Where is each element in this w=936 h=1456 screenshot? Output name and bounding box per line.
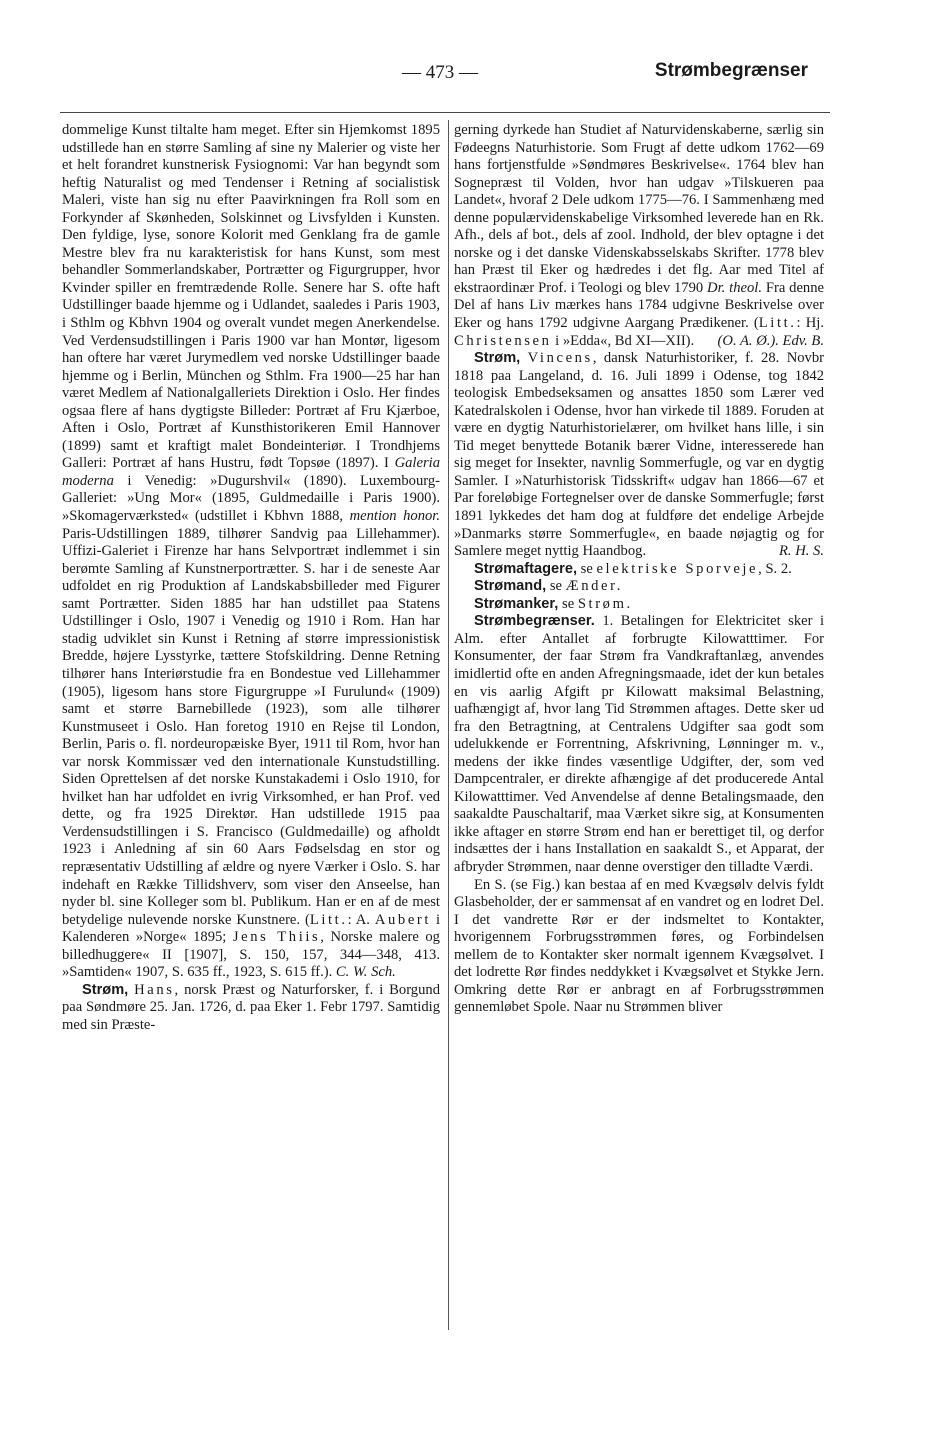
entry-stromanker: Strømanker, se Strøm. bbox=[474, 595, 633, 612]
header-rule bbox=[60, 112, 830, 113]
entry-stromand: Strømand, se Ænder. bbox=[474, 578, 624, 595]
paragraph: En S. (se Fig.) kan bestaa af en med Kvægsølv delvis fyldt Glasbeholder, der er sammensat af en vandret og en lodret Del. I det vandrette Rør er der indsmeltet to Kontakter, hvorigennem Forbrugsstrømmen føres, og Forbindelsen mellem de to Kontakter sker normalt igennem Kvægsølvet. I det lodrette Rør findes neddykket i Kvægsølvet et Stykke Jern. Omkring dette Rør er anbragt en af Forbrugsstrømmen gennemløbet Spole. Naar nu Strømmen bliver bbox=[454, 876, 824, 1016]
running-head: Strømbegrænser bbox=[654, 60, 808, 81]
entry-strombegraenser: Strømbegrænser. 1. Betalingen for Elektricitet sker i Alm. efter Antallet af forbrugte Kilowatttimer. For Konsumenter, der faar Strøm fra Vandkraftanlæg, anvendes imidlertid ofte en anden Afregningsmaade, idet der kun betales en vis aarlig Afgift pr Kilowatt maksimal Belastning, uafhængigt af, hvor lang Tid Strømmen aftages. Dette sker ud fra den Betragtning, at Centralens Udgifter saa godt som udelukkende er Forrentning, Afskrivning, Lønninger m. v., medens der ikke findes væsentlige Udgifter, der, som ved Dampcentraler, er direkte afhængige af det producerede Antal Kilowatttimer. Ved Anvendelse af denne Betalingsmaade, den saakaldte Pauschaltarif, maa Værket sikre sig, at Konsumenten ikke aftager en større Strøm end han er berettiget til, og derfor indsættes der i hans Installation en saakaldt S., et Apparat, der afbryder Strømmen, naar denne overstiger den tilladte Værdi. bbox=[454, 613, 824, 875]
page-header bbox=[0, 56, 936, 96]
entry-strom-vincens: Strøm, Vincens, dansk Naturhistoriker, f. 28. Novbr 1818 paa Langeland, d. 16. Juli 1899 i Odense, tog 1842 teologisk Embedseksamen og ansattes 1850 som Lærer ved Katedralskolen i Odense, hvor han virkede til 1889. Foruden at være en dygtig Naturhistorielærer, om hvilket hans lille, i sin Tid meget benyttede Botanik bærer Vidne, interesserede han sig meget for Insekter, navnlig Sommerfugle, og var en dygtig Samler. I »Naturhistorisk Tidsskrift« udgav han 1866—67 et Par foreløbige Fortegnelser over de danske Sommerfugle; først 1891 lykkedes det ham dog at fuldføre det endelige Arbejde »Danmarks større Sommerfugle«, en baade nøjagtig og for Samlere meget nyttig Haandbog. R. H. S. bbox=[454, 350, 825, 560]
left-column bbox=[62, 122, 440, 1034]
page-number: — 473 — bbox=[402, 62, 478, 83]
signature: C. W. Sch. bbox=[335, 964, 396, 981]
signature: R. H. S. bbox=[779, 543, 824, 560]
right-column bbox=[454, 122, 824, 1017]
paragraph-continuation: dommelige Kunst tiltalte ham meget. Efter sin Hjemkomst 1895 udstillede han en større Samling af sine ny Malerier og viste her et helt forandret kunstnerisk Fysiognomi: Var han begyndt som heftig Naturalist og med Tendenser i Retning af socialistisk Maleri, viste han sig nu efter Paavirkningen fra Roll som en Forkynder af Skønheden, Solskinnet og Livsfylden i Kunsten. Den fyldige, lyse, sonore Kolorit med Genklang fra de gamle Mestre blev fra nu karakteristisk for hans Kunst, som mest behandler Sommerlandskaber, Portrætter og Figurgrupper, hvor Kvinder spiller en fremtrædende Rolle. Senere har S. ofte haft Udstillinger baade hjemme og i Udlandet, saaledes i Paris 1903, i Sthlm og Kbhvn 1904 og overalt vundet megen Anerkendelse. Ved Verdensudstillingen i Paris 1900 var han Montør, ligesom han oftere har været Jurymedlem ved norske Udstillinger baade hjemme og i Berlin, München og Sthlm. Fra 1900—25 har han været Medlem af Nationalgalleriets Direktion i Oslo. Her findes ogsaa flere af hans dygtigste Billeder: Portræt af Fru Kjærboe, Aften i Oslo, Portræt af Kunsthistorikeren Emil Hannover (1899) samt et kraftigt malet Bondeinteriør. I Trondhjems Galleri: Portræt af hans Hustru, født Topsøe (1897). I Galeria moderna i Venedig: »Dugurshvil« (1890). Luxembourg-Galleriet: »Ung Mor« (1895, Guldmedaille i Paris 1900). »Skomagerværksted« (udstillet i Kbhvn 1888, mention honor. Paris-Udstillingen 1889, tilhører Sandvig paa Lillehammer). Uffizi-Galeriet i Firenze har hans Selvportræt indlemmet i sin berømte Samling af Kunstnerportrætter. S. har i de seneste Aar udfoldet en rig Produktion af Landskabsbilleder med Figurer samt Portrætter. Siden 1885 har han udstillet paa Statens Udstillinger i Oslo, 1907 i Venedig og 1910 i Rom. Han har stadig udviklet sin Kunst i Retning af større impressionistisk Bredde, højere Lysstyrke, tættere Stofskildring. Denne Retning tilhører hans Interiørstudie fra en Bondestue ved Lillehammer (1905), ligesom hans store Figurgruppe »I Furulund« (1909) samt et større Barnebillede (1923), som alle tilhører Kunstmuseet i Oslo. Han foretog 1910 en Rejse til London, Berlin, Paris o. fl. nordeuropæiske Byer, 1911 til Rom, hvor han var norsk Kommissær ved den internationale Kunstudstilling. Siden Oprettelsen af det norske Kunstakademi i Oslo 1910, for hvilket han har udfoldet en ivrig Virksomhed, er han Prof. ved dette, og fra 1925 Direktør. Han udstillede 1915 paa Verdensudstillingen i S. Francisco (Guldmedaille) og afholdt 1923 i Anledning af sin 60 Aars Fødselsdag en stor og repræsentativ Udstilling af ældre og nyere Værker i Oslo. S. har indehaft en Række Tillidshverv, som viser den Anseelse, han nyder bl. sine Kolleger som bl. Publikum. Han er en af de mest betydelige nulevende norske Kunstnere. (Litt.: A. Aubert i Kalenderen »Norge« 1895; Jens Thiis, Norske malere og billedhuggere« II [1907], S. 150, 157, 344—348, 413. »Samtiden« 1907, S. 635 ff., 1923, S. 615 ff.). C. W. Sch. bbox=[62, 122, 441, 981]
column-divider bbox=[448, 120, 449, 1330]
entry-stromaftagere: Strømaftagere, se elektriske Sporveje, S. 2. bbox=[474, 560, 792, 577]
entry-strom-hans: Strøm, Hans, norsk Præst og Naturforsker, f. i Borgund paa Søndmøre 25. Jan. 1726, d. paa Eker 1. Febr 1797. Samtidig med sin Præste- bbox=[62, 981, 440, 1033]
paragraph-continuation: gerning dyrkede han Studiet af Naturvidenskaberne, særlig sin Fødeegns Naturhistorie. Som Frugt af dette udkom 1762—69 hans fortjenstfulde »Søndmøres Beskrivelse«. 1764 blev han Sognepræst til Volden, hvor han udgav »Tilskueren paa Landet«, hvoraf 2 Dele udkom 1775—76. I Sammenhæng med denne populærvidenskabelige Virksomhed leverede han en Rk. Afh., dels af bot., dels af zool. Indhold, der blev optagne i det norske og i det danske Videnskabsselskabs Skrifter. 1778 blev han Præst til Eker og hædredes i det flg. Aar med Titel af ekstraordinær Prof. i Teologi og blev 1790 Dr. theol. Fra denne Del af hans Liv mærkes hans 1784 udgivne Beskrivelse over Eker og hans 1792 udgivne Aargang Prædikener. (Litt.: Hj. Christensen i »Edda«, Bd XI—XII). (O. A. Ø.). Edv. B. bbox=[454, 122, 825, 349]
signature: (O. A. Ø.). Edv. B. bbox=[717, 332, 824, 349]
